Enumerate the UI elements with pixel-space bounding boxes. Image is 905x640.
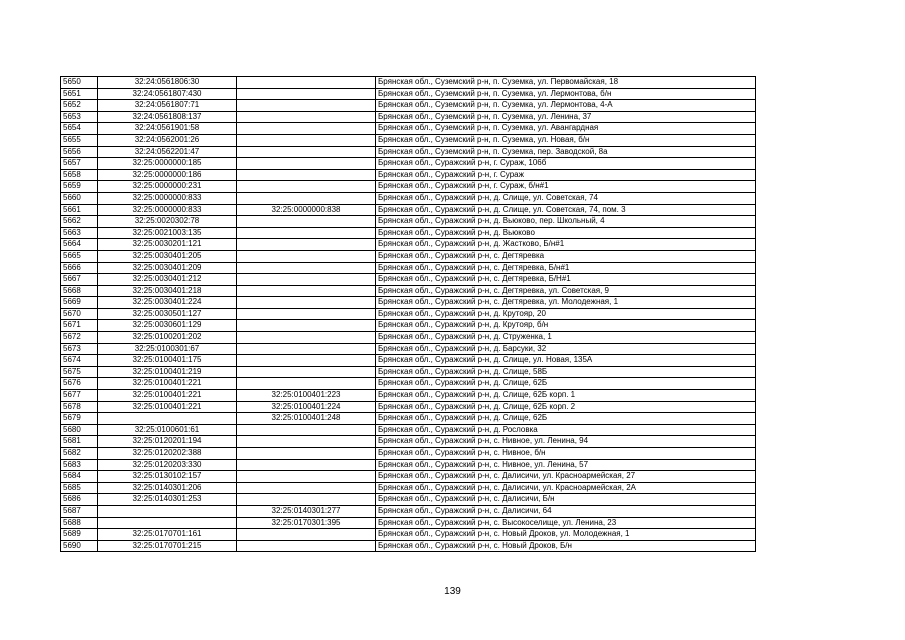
related-cadastral-number-cell — [237, 540, 376, 552]
row-number-cell: 5676 — [61, 378, 98, 390]
cadastral-number-cell: 32:25:0100401:221 — [98, 401, 237, 413]
row-number-cell: 5661 — [61, 204, 98, 216]
address-cell: Брянская обл., Суражский р-н, с. Далисичи, ул. Красноармейская, 27 — [376, 471, 756, 483]
cadastral-number-cell: 32:25:0140301:206 — [98, 482, 237, 494]
table-row — [61, 343, 756, 355]
related-cadastral-number-cell: 32:25:0000000:838 — [237, 204, 376, 216]
row-number-cell: 5690 — [61, 540, 98, 552]
table-row — [61, 100, 756, 112]
cadastral-number-cell: 32:24:0561806:30 — [98, 77, 237, 89]
table-row — [61, 390, 756, 402]
table-row — [61, 123, 756, 135]
address-cell: Брянская обл., Суземский р-н, п. Суземка, ул. Новая, б/н — [376, 134, 756, 146]
cadastral-number-cell: 32:25:0020302:78 — [98, 216, 237, 228]
related-cadastral-number-cell — [237, 158, 376, 170]
address-cell: Брянская обл., Суражский р-н, с. Дегтяревка, ул. Советская, 9 — [376, 285, 756, 297]
related-cadastral-number-cell: 32:25:0100401:224 — [237, 401, 376, 413]
address-cell: Брянская обл., Суражский р-н, с. Дегтяревка, ул. Молодежная, 1 — [376, 297, 756, 309]
cadastral-number-cell: 32:25:0170701:161 — [98, 529, 237, 541]
table-row — [61, 540, 756, 552]
row-number-cell: 5667 — [61, 274, 98, 286]
table-row — [61, 88, 756, 100]
table-row — [61, 459, 756, 471]
address-cell: Брянская обл., Суражский р-н, с. Далисичи, 64 — [376, 505, 756, 517]
related-cadastral-number-cell — [237, 181, 376, 193]
row-number-cell: 5685 — [61, 482, 98, 494]
property-registry-table — [60, 76, 756, 552]
table-row — [61, 250, 756, 262]
table-row — [61, 366, 756, 378]
row-number-cell: 5671 — [61, 320, 98, 332]
table-row — [61, 169, 756, 181]
related-cadastral-number-cell — [237, 262, 376, 274]
address-cell: Брянская обл., Суражский р-н, с. Дегтяревка — [376, 250, 756, 262]
cadastral-number-cell: 32:25:0120202:388 — [98, 448, 237, 460]
related-cadastral-number-cell: 32:25:0170301:395 — [237, 517, 376, 529]
row-number-cell: 5674 — [61, 355, 98, 367]
row-number-cell: 5653 — [61, 111, 98, 123]
row-number-cell: 5686 — [61, 494, 98, 506]
table-row — [61, 332, 756, 344]
table-row — [61, 134, 756, 146]
address-cell: Брянская обл., Суражский р-н, с. Дегтяревка, Б/н#1 — [376, 262, 756, 274]
cadastral-number-cell: 32:25:0140301:253 — [98, 494, 237, 506]
table-row — [61, 401, 756, 413]
cadastral-number-cell: 32:25:0130102:157 — [98, 471, 237, 483]
row-number-cell: 5650 — [61, 77, 98, 89]
table-row — [61, 436, 756, 448]
row-number-cell: 5652 — [61, 100, 98, 112]
row-number-cell: 5656 — [61, 146, 98, 158]
address-cell: Брянская обл., Суражский р-н, д. Слище, 58Б — [376, 366, 756, 378]
row-number-cell: 5666 — [61, 262, 98, 274]
row-number-cell: 5657 — [61, 158, 98, 170]
cadastral-number-cell: 32:25:0000000:185 — [98, 158, 237, 170]
cadastral-number-cell: 32:25:0000000:231 — [98, 181, 237, 193]
address-cell: Брянская обл., Суземский р-н, п. Суземка, ул. Первомайская, 18 — [376, 77, 756, 89]
address-cell: Брянская обл., Суражский р-н, с. Далисичи, ул. Красноармейская, 2А — [376, 482, 756, 494]
address-cell: Брянская обл., Суражский р-н, д. Слище, 62Б корп. 2 — [376, 401, 756, 413]
related-cadastral-number-cell — [237, 332, 376, 344]
cadastral-number-cell: 32:25:0030401:212 — [98, 274, 237, 286]
row-number-cell: 5683 — [61, 459, 98, 471]
address-cell: Брянская обл., Суражский р-н, с. Новый Дроков, ул. Молодежная, 1 — [376, 529, 756, 541]
related-cadastral-number-cell — [237, 424, 376, 436]
address-cell: Брянская обл., Суражский р-н, с. Новый Дроков, Б/н — [376, 540, 756, 552]
related-cadastral-number-cell — [237, 134, 376, 146]
address-cell: Брянская обл., Суражский р-н, с. Нивное, б/н — [376, 448, 756, 460]
table-row — [61, 285, 756, 297]
related-cadastral-number-cell — [237, 494, 376, 506]
address-cell: Брянская обл., Суражский р-н, д. Струженка, 1 — [376, 332, 756, 344]
cadastral-number-cell: 32:25:0030601:129 — [98, 320, 237, 332]
row-number-cell: 5680 — [61, 424, 98, 436]
related-cadastral-number-cell — [237, 239, 376, 251]
row-number-cell: 5662 — [61, 216, 98, 228]
related-cadastral-number-cell — [237, 146, 376, 158]
cadastral-number-cell: 32:25:0100201:202 — [98, 332, 237, 344]
related-cadastral-number-cell — [237, 77, 376, 89]
table-row — [61, 181, 756, 193]
related-cadastral-number-cell — [237, 320, 376, 332]
address-cell: Брянская обл., Суражский р-н, с. Нивное, ул. Ленина, 94 — [376, 436, 756, 448]
cadastral-number-cell: 32:25:0030501:127 — [98, 308, 237, 320]
address-cell: Брянская обл., Суземский р-н, п. Суземка, ул. Лермонтова, б/н — [376, 88, 756, 100]
cadastral-number-cell — [98, 413, 237, 425]
cadastral-number-cell — [98, 517, 237, 529]
related-cadastral-number-cell — [237, 459, 376, 471]
related-cadastral-number-cell — [237, 227, 376, 239]
row-number-cell: 5658 — [61, 169, 98, 181]
table-row — [61, 494, 756, 506]
cadastral-number-cell: 32:25:0120203:330 — [98, 459, 237, 471]
cadastral-number-cell: 32:25:0021003:135 — [98, 227, 237, 239]
row-number-cell: 5659 — [61, 181, 98, 193]
address-cell: Брянская обл., Суземский р-н, п. Суземка, ул. Лермонтова, 4-А — [376, 100, 756, 112]
cadastral-number-cell: 32:25:0100601:61 — [98, 424, 237, 436]
cadastral-number-cell: 32:24:0561807:71 — [98, 100, 237, 112]
address-cell: Брянская обл., Суражский р-н, г. Сураж, 106б — [376, 158, 756, 170]
row-number-cell: 5679 — [61, 413, 98, 425]
row-number-cell: 5688 — [61, 517, 98, 529]
cadastral-number-cell: 32:24:0561901:58 — [98, 123, 237, 135]
related-cadastral-number-cell — [237, 471, 376, 483]
cadastral-number-cell: 32:24:0562001:26 — [98, 134, 237, 146]
address-cell: Брянская обл., Суражский р-н, д. Слище, 62Б корп. 1 — [376, 390, 756, 402]
cadastral-number-cell: 32:25:0170701:215 — [98, 540, 237, 552]
row-number-cell: 5665 — [61, 250, 98, 262]
related-cadastral-number-cell — [237, 529, 376, 541]
address-cell: Брянская обл., Суражский р-н, с. Далисичи, Б/н — [376, 494, 756, 506]
table-row — [61, 192, 756, 204]
related-cadastral-number-cell — [237, 448, 376, 460]
table-row — [61, 204, 756, 216]
row-number-cell: 5682 — [61, 448, 98, 460]
cadastral-number-cell: 32:25:0100401:221 — [98, 390, 237, 402]
row-number-cell: 5689 — [61, 529, 98, 541]
related-cadastral-number-cell — [237, 285, 376, 297]
cadastral-number-cell: 32:24:0561807:430 — [98, 88, 237, 100]
cadastral-number-cell: 32:25:0030401:218 — [98, 285, 237, 297]
table-row — [61, 505, 756, 517]
table-row — [61, 517, 756, 529]
address-cell: Брянская обл., Суземский р-н, п. Суземка, ул. Авангардная — [376, 123, 756, 135]
cadastral-number-cell: 32:25:0100401:175 — [98, 355, 237, 367]
page-number: 139 — [444, 586, 461, 597]
address-cell: Брянская обл., Суражский р-н, д. Барсуки, 32 — [376, 343, 756, 355]
address-cell: Брянская обл., Суземский р-н, п. Суземка, пер. Заводской, 8а — [376, 146, 756, 158]
row-number-cell: 5681 — [61, 436, 98, 448]
row-number-cell: 5668 — [61, 285, 98, 297]
cadastral-number-cell: 32:25:0100401:219 — [98, 366, 237, 378]
related-cadastral-number-cell — [237, 343, 376, 355]
row-number-cell: 5655 — [61, 134, 98, 146]
cadastral-number-cell: 32:25:0030201:121 — [98, 239, 237, 251]
address-cell: Брянская обл., Суземский р-н, п. Суземка, ул. Ленина, 37 — [376, 111, 756, 123]
row-number-cell: 5684 — [61, 471, 98, 483]
related-cadastral-number-cell — [237, 192, 376, 204]
table-row — [61, 239, 756, 251]
table-row — [61, 320, 756, 332]
table-row — [61, 158, 756, 170]
related-cadastral-number-cell: 32:25:0100401:248 — [237, 413, 376, 425]
address-cell: Брянская обл., Суражский р-н, г. Сураж, б/н#1 — [376, 181, 756, 193]
row-number-cell: 5675 — [61, 366, 98, 378]
related-cadastral-number-cell — [237, 100, 376, 112]
row-number-cell: 5670 — [61, 308, 98, 320]
cadastral-number-cell: 32:25:0000000:833 — [98, 204, 237, 216]
address-cell: Брянская обл., Суражский р-н, д. Слище, ул. Советская, 74 — [376, 192, 756, 204]
row-number-cell: 5678 — [61, 401, 98, 413]
address-cell: Брянская обл., Суражский р-н, г. Сураж — [376, 169, 756, 181]
cadastral-number-cell: 32:25:0100401:221 — [98, 378, 237, 390]
row-number-cell: 5663 — [61, 227, 98, 239]
table-row — [61, 355, 756, 367]
table-row — [61, 262, 756, 274]
address-cell: Брянская обл., Суражский р-н, с. Нивное, ул. Ленина, 57 — [376, 459, 756, 471]
related-cadastral-number-cell — [237, 297, 376, 309]
cadastral-number-cell — [98, 505, 237, 517]
address-cell: Брянская обл., Суражский р-н, д. Слище, ул. Новая, 135А — [376, 355, 756, 367]
table-row — [61, 529, 756, 541]
related-cadastral-number-cell: 32:25:0140301:277 — [237, 505, 376, 517]
cadastral-number-cell: 32:24:0562201:47 — [98, 146, 237, 158]
address-cell: Брянская обл., Суражский р-н, д. Вьюково, пер. Школьный, 4 — [376, 216, 756, 228]
row-number-cell: 5677 — [61, 390, 98, 402]
cadastral-number-cell: 32:25:0000000:833 — [98, 192, 237, 204]
related-cadastral-number-cell — [237, 355, 376, 367]
cadastral-number-cell: 32:25:0030401:224 — [98, 297, 237, 309]
row-number-cell: 5660 — [61, 192, 98, 204]
table-row — [61, 216, 756, 228]
table-row — [61, 227, 756, 239]
related-cadastral-number-cell — [237, 274, 376, 286]
table-row — [61, 424, 756, 436]
address-cell: Брянская обл., Суражский р-н, д. Рословка — [376, 424, 756, 436]
related-cadastral-number-cell — [237, 482, 376, 494]
related-cadastral-number-cell — [237, 308, 376, 320]
address-cell: Брянская обл., Суражский р-н, д. Крутояр, 20 — [376, 308, 756, 320]
row-number-cell: 5669 — [61, 297, 98, 309]
address-cell: Брянская обл., Суражский р-н, д. Слище, ул. Советская, 74, пом. 3 — [376, 204, 756, 216]
cadastral-number-cell: 32:25:0100301:67 — [98, 343, 237, 355]
cadastral-number-cell: 32:25:0030401:209 — [98, 262, 237, 274]
row-number-cell: 5654 — [61, 123, 98, 135]
related-cadastral-number-cell — [237, 250, 376, 262]
address-cell: Брянская обл., Суражский р-н, д. Слище, 62Б — [376, 413, 756, 425]
cadastral-number-cell: 32:24:0561808:137 — [98, 111, 237, 123]
cadastral-number-cell: 32:25:0030401:205 — [98, 250, 237, 262]
address-cell: Брянская обл., Суражский р-н, с. Высокоселище, ул. Ленина, 23 — [376, 517, 756, 529]
row-number-cell: 5673 — [61, 343, 98, 355]
related-cadastral-number-cell — [237, 366, 376, 378]
table-body — [61, 77, 756, 552]
cadastral-number-cell: 32:25:0000000:186 — [98, 169, 237, 181]
address-cell: Брянская обл., Суражский р-н, д. Вьюково — [376, 227, 756, 239]
related-cadastral-number-cell — [237, 378, 376, 390]
table-row — [61, 146, 756, 158]
row-number-cell: 5687 — [61, 505, 98, 517]
table-row — [61, 378, 756, 390]
table-row — [61, 308, 756, 320]
related-cadastral-number-cell — [237, 88, 376, 100]
related-cadastral-number-cell — [237, 169, 376, 181]
address-cell: Брянская обл., Суражский р-н, д. Жастково, Б/н#1 — [376, 239, 756, 251]
related-cadastral-number-cell: 32:25:0100401:223 — [237, 390, 376, 402]
address-cell: Брянская обл., Суражский р-н, д. Крутояр, б/н — [376, 320, 756, 332]
row-number-cell: 5672 — [61, 332, 98, 344]
row-number-cell: 5664 — [61, 239, 98, 251]
address-cell: Брянская обл., Суражский р-н, д. Слище, 62Б — [376, 378, 756, 390]
table-row — [61, 413, 756, 425]
table-row — [61, 482, 756, 494]
related-cadastral-number-cell — [237, 111, 376, 123]
table-row — [61, 274, 756, 286]
table-row — [61, 77, 756, 89]
cadastral-number-cell: 32:25:0120201:194 — [98, 436, 237, 448]
related-cadastral-number-cell — [237, 216, 376, 228]
table-row — [61, 111, 756, 123]
address-cell: Брянская обл., Суражский р-н, с. Дегтяревка, Б/Н#1 — [376, 274, 756, 286]
row-number-cell: 5651 — [61, 88, 98, 100]
table-row — [61, 297, 756, 309]
table-row — [61, 448, 756, 460]
table-row — [61, 471, 756, 483]
related-cadastral-number-cell — [237, 123, 376, 135]
related-cadastral-number-cell — [237, 436, 376, 448]
